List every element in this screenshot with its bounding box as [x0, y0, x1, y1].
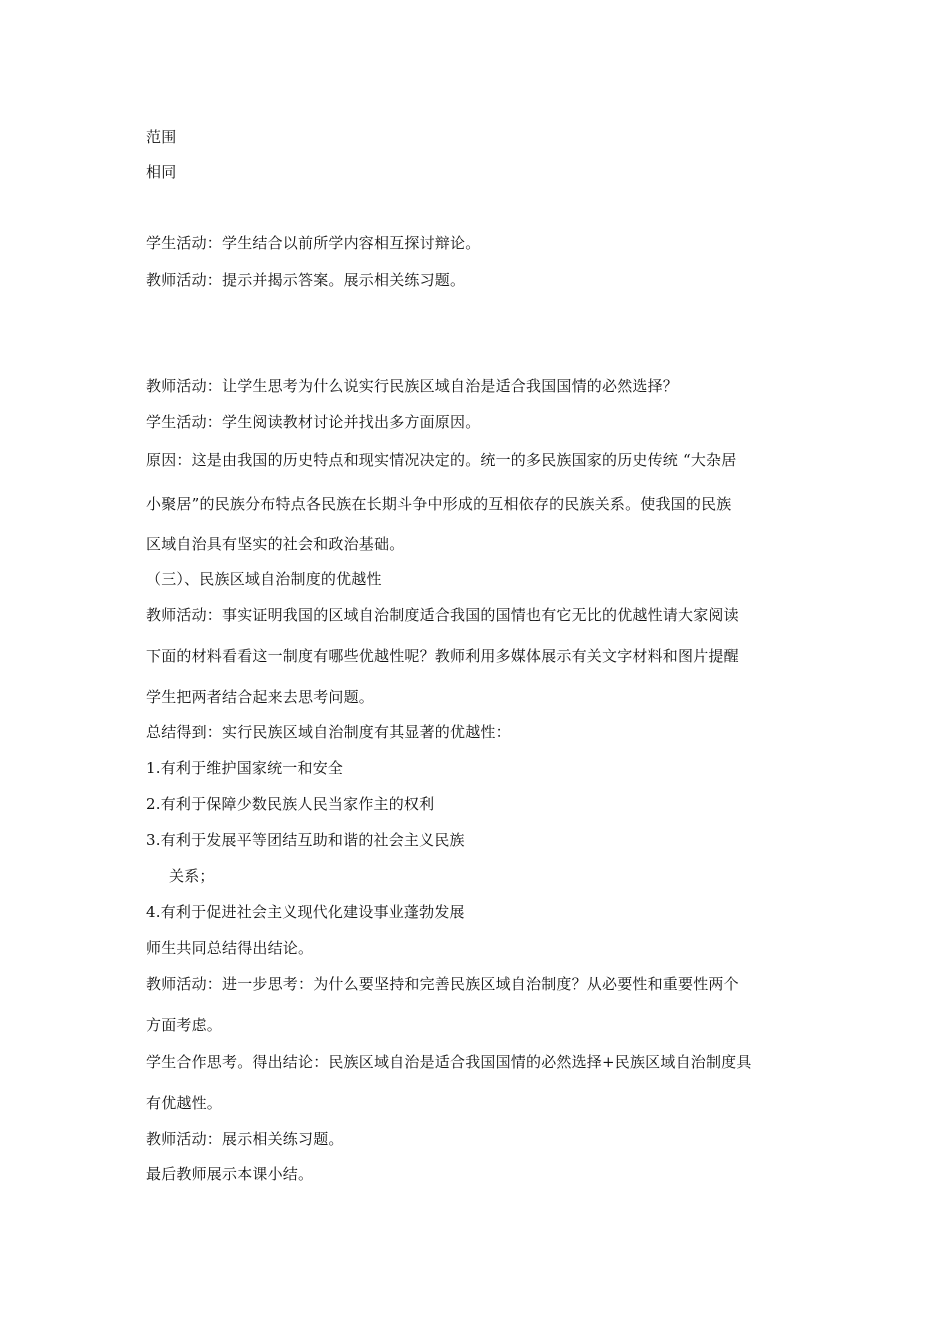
text-line-teacher-activity-1: 教师活动：提示并揭示答案。展示相关练习题。: [146, 271, 466, 289]
text-line-student-cooperation-a: 学生合作思考。得出结论：民族区域自治是适合我国国情的必然选择+民族区域自治制度具: [146, 1053, 752, 1071]
section-heading: （三）、民族区域自治制度的优越性: [146, 570, 382, 588]
text-line-teacher-activity-4b: 方面考虑。: [146, 1016, 223, 1034]
text-line-final-summary: 最后教师展示本课小结。: [146, 1165, 314, 1183]
text-line-teacher-activity-3a: 教师活动：事实证明我国的区域自治制度适合我国的国情也有它无比的优越性请大家阅读: [146, 606, 739, 624]
text-line-summary: 总结得到：实行民族区域自治制度有其显著的优越性：: [146, 723, 511, 741]
text-line-conclusion: 师生共同总结得出结论。: [146, 939, 314, 957]
text-line-student-activity-2: 学生活动：学生阅读教材讨论并找出多方面原因。: [146, 413, 481, 431]
text-line-same: 相同: [146, 163, 177, 181]
text-line-reason-1: 原因：这是由我国的历史特点和现实情况决定的。统一的多民族国家的历史传统 “大杂居: [146, 451, 737, 469]
list-item-2: 2.有利于保障少数民族人民当家作主的权利: [146, 795, 435, 813]
text-line-teacher-activity-3c: 学生把两者结合起来去思考问题。: [146, 688, 375, 706]
text-line-teacher-activity-5: 教师活动：展示相关练习题。: [146, 1130, 344, 1148]
text-line-teacher-activity-3b: 下面的材料看看这一制度有哪些优越性呢？教师利用多媒体展示有关文字材料和图片提醒: [146, 647, 739, 665]
text-line-teacher-activity-4a: 教师活动：进一步思考：为什么要坚持和完善民族区域自治制度？从必要性和重要性两个: [146, 975, 739, 993]
text-line-student-cooperation-b: 有优越性。: [146, 1094, 223, 1112]
list-item-1: 1.有利于维护国家统一和安全: [146, 759, 344, 777]
text-line-reason-3: 区域自治具有坚实的社会和政治基础。: [146, 535, 405, 553]
list-item-3-continued: 关系；: [169, 867, 215, 885]
text-line-scope: 范围: [146, 128, 177, 146]
text-line-reason-2: 小聚居”的民族分布特点各民族在长期斗争中形成的互相依存的民族关系。使我国的民族: [146, 495, 732, 513]
list-item-3: 3.有利于发展平等团结互助和谐的社会主义民族: [146, 831, 465, 849]
list-item-4: 4.有利于促进社会主义现代化建设事业蓬勃发展: [146, 903, 465, 921]
text-line-student-activity-1: 学生活动：学生结合以前所学内容相互探讨辩论。: [146, 234, 481, 252]
text-line-teacher-activity-2: 教师活动：让学生思考为什么说实行民族区域自治是适合我国国情的必然选择？: [146, 377, 679, 395]
